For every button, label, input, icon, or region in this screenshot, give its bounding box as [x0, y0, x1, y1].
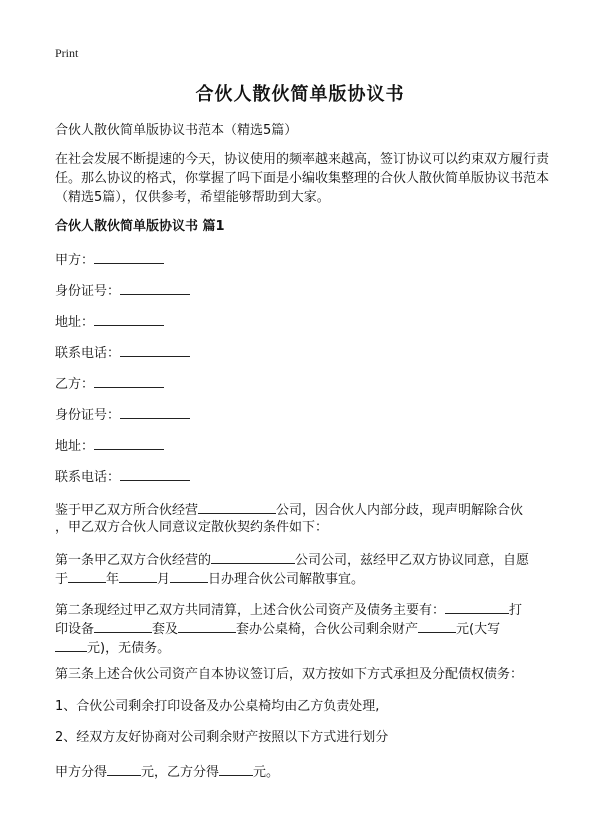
blank-line — [418, 619, 456, 633]
text-run: 元。 — [253, 765, 280, 780]
field-label: 甲方： — [55, 253, 95, 268]
blank-line — [219, 762, 253, 776]
text-run: 元)，无债务。 — [87, 641, 171, 656]
blank-line — [120, 343, 190, 357]
text-run: 第一条甲乙双方合伙经营的 — [55, 553, 212, 568]
blank-line — [120, 405, 190, 419]
text-run: 甲方分得 — [55, 765, 108, 780]
text-run: 公司，因合伙人内部分歧，现声明解除合伙 — [276, 503, 524, 518]
clause-1: 1、合伙公司剩余打印设备及办公桌椅均由乙方负责处理, — [55, 699, 380, 714]
text-run: 于 — [55, 572, 69, 587]
blank-line — [120, 281, 190, 295]
article1-line1 — [55, 550, 529, 570]
text-run: 套办公桌椅，合伙公司剩余财产 — [236, 622, 419, 637]
text-run: 印设备 — [55, 622, 95, 637]
text-run: 套及 — [152, 622, 179, 637]
subtitle: 合伙人散伙简单版协议书范本（精选5篇） — [55, 123, 298, 138]
page-title: 合伙人散伙简单版协议书 — [195, 84, 405, 105]
field-label: 联系电话： — [55, 470, 121, 485]
blank-line — [211, 550, 295, 564]
field-label: 地址： — [55, 439, 95, 454]
field-label: 身份证号： — [55, 284, 121, 299]
field-party-b — [55, 374, 164, 394]
blank-line — [170, 569, 208, 583]
blank-line — [198, 500, 276, 514]
text-run: 公司公司，兹经甲乙双方协议同意，自愿 — [295, 553, 530, 568]
article2-line2 — [55, 619, 500, 639]
text-run: 年 — [106, 572, 120, 587]
field-phone-a — [55, 343, 190, 363]
text-run: 打 — [509, 603, 523, 618]
field-phone-b — [55, 467, 190, 487]
blank-line — [94, 374, 164, 388]
blank-line — [94, 250, 164, 264]
field-id-a — [55, 281, 190, 301]
field-party-a — [55, 250, 164, 270]
field-label: 联系电话： — [55, 346, 121, 361]
blank-line — [178, 619, 236, 633]
print-label[interactable]: Print — [55, 46, 79, 60]
blank-line — [445, 600, 509, 614]
field-id-b — [55, 405, 190, 425]
paragraph-preamble-line2: ，甲乙双方合伙人同意议定散伙契约条件如下： — [55, 520, 329, 535]
split-line — [55, 762, 279, 782]
clause-2: 2、经双方友好协商对公司剩余财产按照以下方式进行划分 — [55, 730, 389, 745]
blank-line — [107, 762, 141, 776]
text-run: 鉴于甲乙双方所合伙经营 — [55, 503, 199, 518]
blank-line — [94, 312, 164, 326]
blank-line — [68, 569, 106, 583]
article2-line1 — [55, 600, 522, 620]
blank-line — [119, 569, 157, 583]
article1-line2 — [55, 569, 364, 589]
paragraph-preamble-line1 — [55, 500, 523, 520]
article2-line3 — [55, 638, 170, 658]
field-label: 地址： — [55, 315, 95, 330]
blank-line — [55, 638, 87, 652]
text-run: 元(大写 — [456, 622, 501, 637]
text-run: 第二条现经过甲乙双方共同清算，上述合伙公司资产及债务主要有： — [55, 603, 446, 618]
field-address-b — [55, 436, 164, 456]
section-heading: 合伙人散伙简单版协议书 篇1 — [55, 219, 225, 234]
field-label: 乙方： — [55, 377, 95, 392]
article3: 第三条上述合伙公司资产自本协议签订后，双方按如下方式承担及分配债权债务： — [55, 667, 524, 682]
blank-line — [94, 619, 152, 633]
blank-line — [120, 467, 190, 481]
intro-paragraph: 在社会发展不断提速的今天，协议使用的频率越来越高，签订协议可以约束双方履行责任。那么协议的格式，你掌握了吗下面是小编收集整理的合伙人散伙简单版协议书范本（精选5篇），仅供参考，希望能够帮助到大家。 — [55, 152, 550, 205]
text-run: 月 — [157, 572, 171, 587]
field-address-a — [55, 312, 164, 332]
blank-line — [94, 436, 164, 450]
field-label: 身份证号： — [55, 408, 121, 423]
text-run: 日办理合伙公司解散事宜。 — [208, 572, 365, 587]
text-run: 元，乙方分得 — [141, 765, 220, 780]
